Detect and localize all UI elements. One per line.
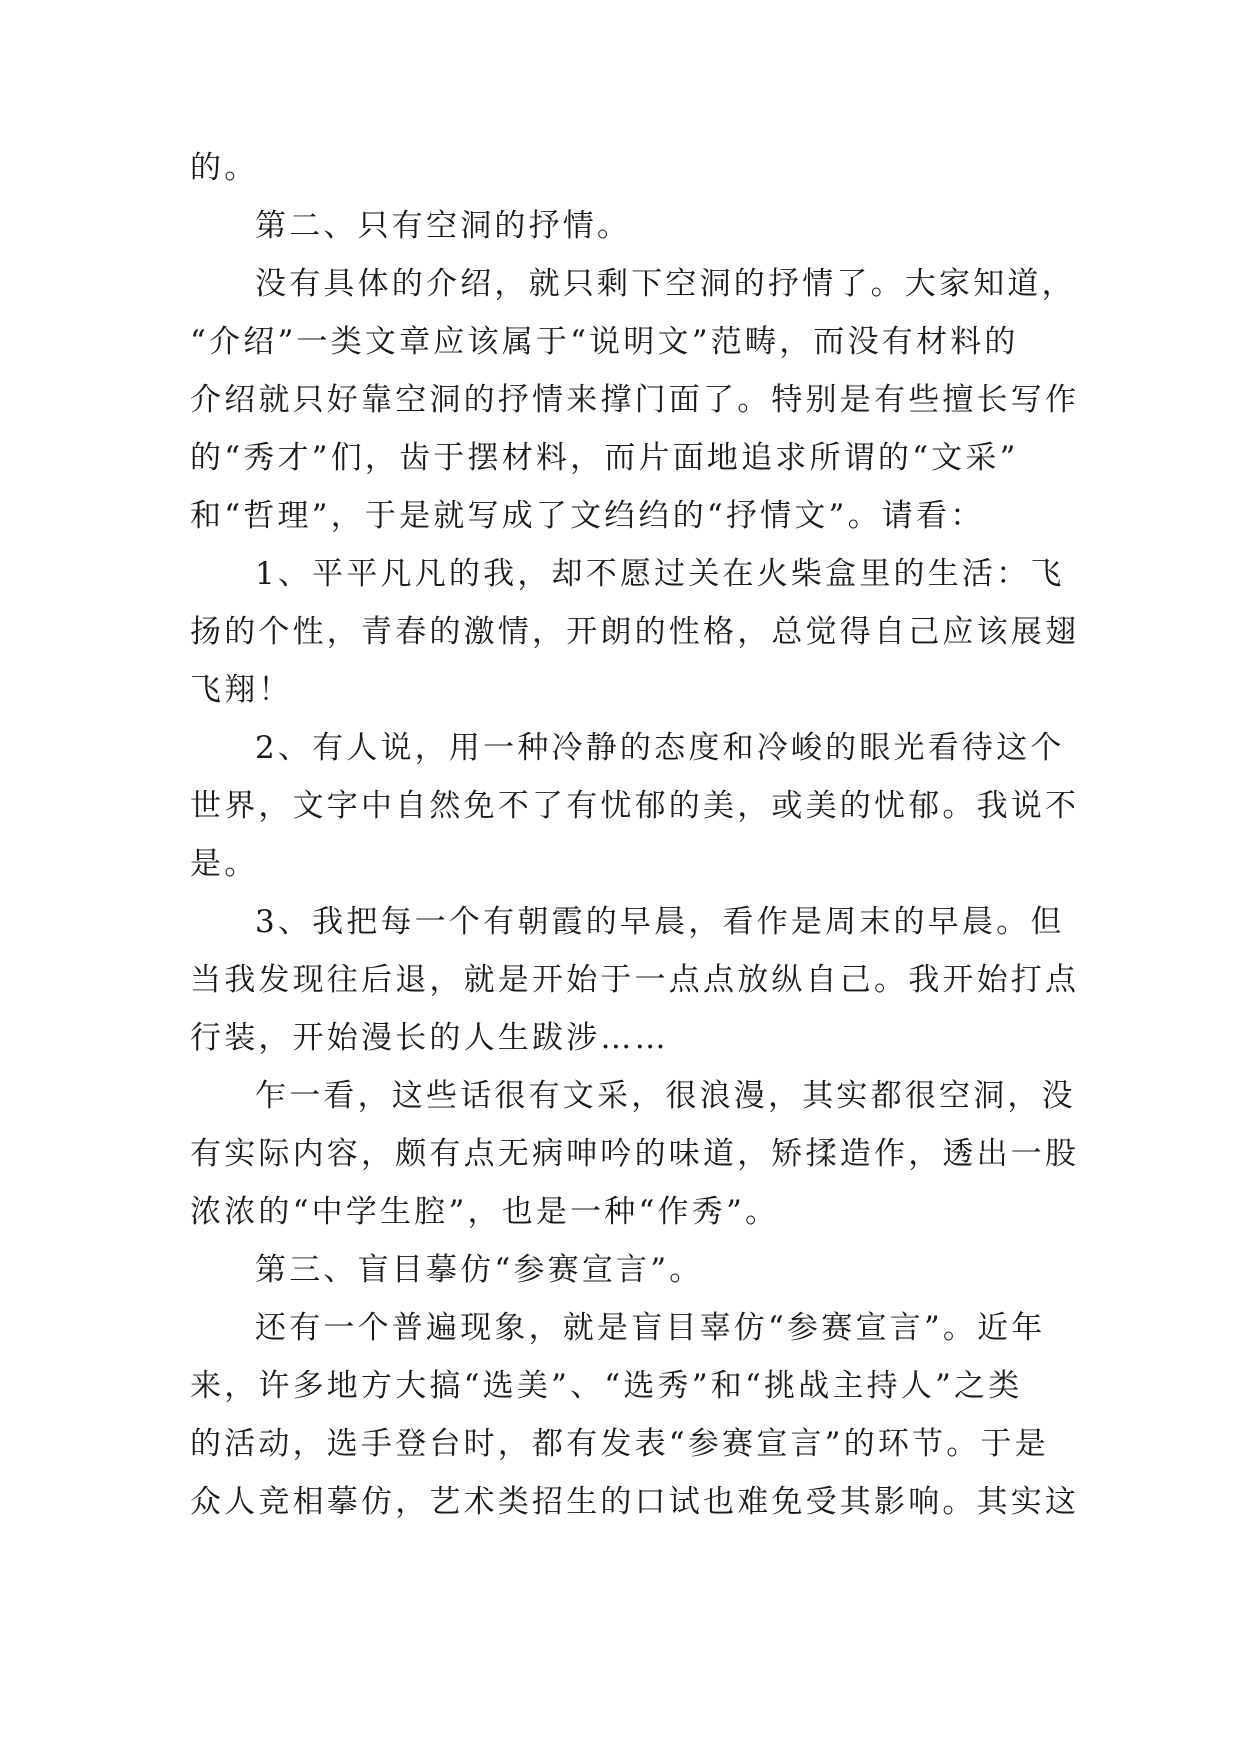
text-line: 的“秀才”们，齿于摆材料，而片面地追求所谓的“文采”	[190, 440, 1019, 476]
text-line: 扬的个性，青春的激情，开朗的性格，总觉得自己应该展翅	[190, 614, 1080, 650]
text-line: 来，许多地方大搞“选美”、“选秀”和“挑战主持人”之类	[190, 1368, 1023, 1404]
text-line: 1、平平凡凡的我，却不愿过关在火柴盒里的生活：飞	[255, 556, 1065, 592]
section-heading: 第二、只有空洞的抒情。	[255, 208, 632, 244]
text-line: 世界，文字中自然免不了有忧郁的美，或美的忧郁。我说不	[190, 788, 1080, 824]
text-line: 行装，开始漫长的人生跋涉……	[190, 1020, 669, 1056]
text-line: 是。	[190, 846, 259, 882]
text-line: 还有一个普遍现象，就是盲目辜仿“参赛宣言”。近年	[255, 1310, 1046, 1346]
text-line: 没有具体的介绍，就只剩下空洞的抒情了。大家知道，	[255, 266, 1076, 302]
text-line: 2、有人说，用一种冷静的态度和冷峻的眼光看待这个	[255, 730, 1065, 766]
text-line: 和“哲理”，于是就写成了文绉绉的“抒情文”。请看：	[190, 498, 985, 534]
text-line: 有实际内容，颇有点无病呻吟的味道，矫揉造作，透出一股	[190, 1136, 1080, 1172]
text-line: 当我发现往后退，就是开始于一点点放纵自己。我开始打点	[190, 962, 1080, 998]
text-line: 众人竞相摹仿，艺术类招生的口试也难免受其影响。其实这	[190, 1484, 1080, 1520]
text-line: 的。	[190, 150, 259, 186]
text-line: 飞翔！	[190, 672, 293, 708]
text-line: 的活动，选手登台时，都有发表“参赛宣言”的环节。于是	[190, 1426, 1049, 1462]
text-line: 介绍就只好靠空洞的抒情来撑门面了。特别是有些擅长写作	[190, 382, 1080, 418]
text-line: 浓浓的“中学生腔”，也是一种“作秀”。	[190, 1194, 780, 1230]
text-line: “介绍”一类文章应该属于“说明文”范畴，而没有材料的	[190, 324, 1019, 360]
text-line: 乍一看，这些话很有文采，很浪漫，其实都很空洞，没	[255, 1078, 1076, 1114]
text-line: 3、我把每一个有朝霞的早晨，看作是周末的早晨。但	[255, 904, 1065, 940]
section-heading: 第三、盲目摹仿“参赛宣言”。	[255, 1252, 704, 1288]
